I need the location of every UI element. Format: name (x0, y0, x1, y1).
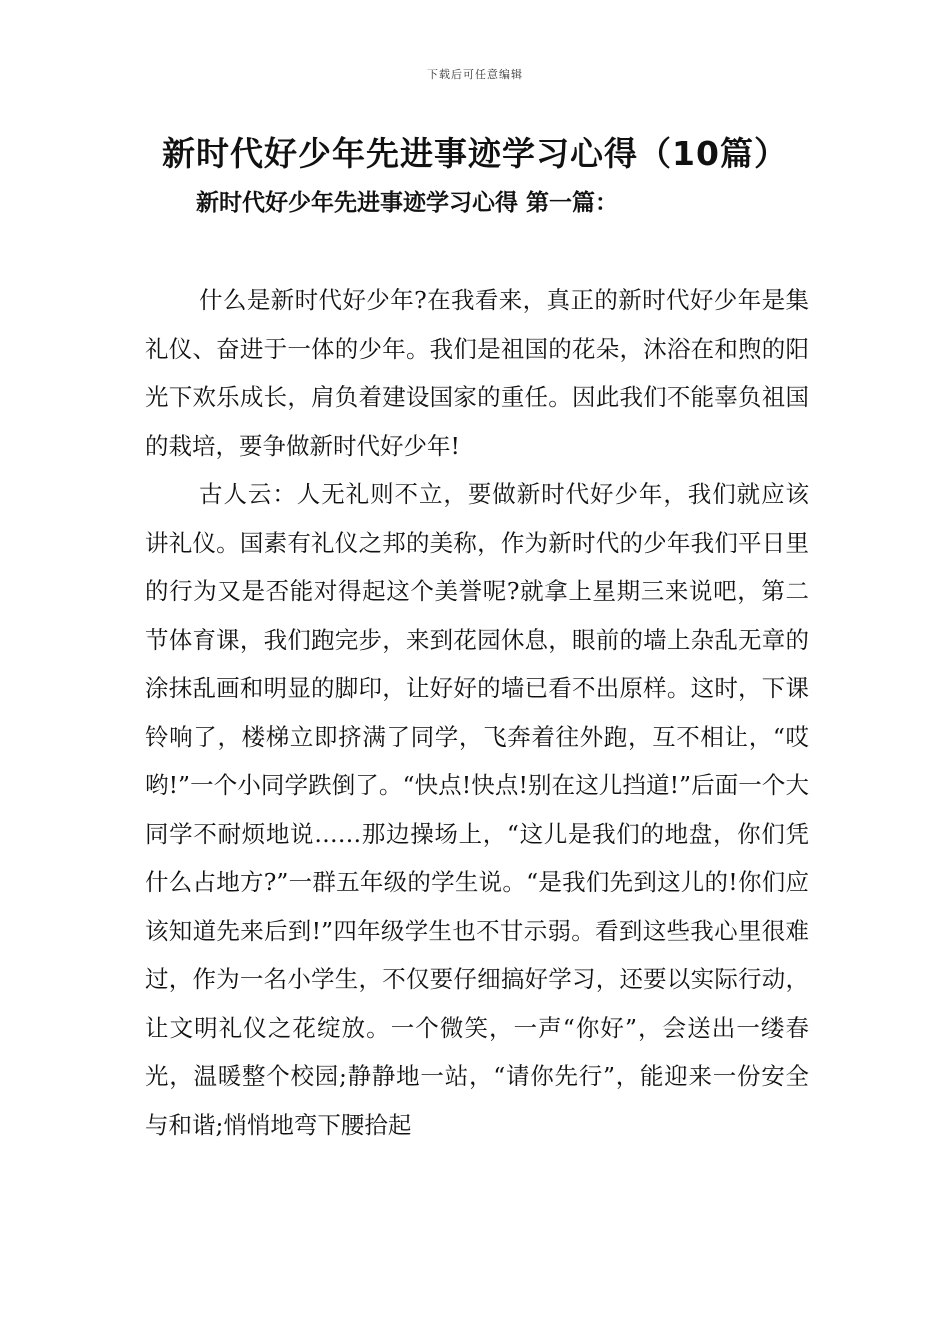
header-note: 下载后可任意编辑 (427, 68, 523, 81)
document-body (145, 276, 809, 1149)
section-heading: 新时代好少年先进事迹学习心得 第一篇： (196, 189, 619, 216)
paragraph: 古人云：人无礼则不立，要做新时代好少年，我们就应该讲礼仪。国素有礼仪之邦的美称，作为新时代的少年我们平日里的行为又是否能对得起这个美誉呢?就拿上星期三来说吧，第二节体育课，我们跑完步，来到花园休息，眼前的墙上杂乱无章的涂抹乱画和明显的脚印，让好好的墙已看不出原样。这时，下课铃响了，楼梯立即挤满了同学，飞奔着往外跑，互不相让，“哎哟!”一个小同学跌倒了。“快点!快点!别在这儿挡道!”后面一个大同学不耐烦地说……那边操场上，“这儿是我们的地盘，你们凭什么占地方?”一群五年级的学生说。“是我们先到这儿的!你们应该知道先来后到!”四年级学生也不甘示弱。看到这些我心里很难过，作为一名小学生，不仅要仔细搞好学习，还要以实际行动，让文明礼仪之花绽放。一个微笑，一声“你好”，会送出一缕春光，温暖整个校园;静静地一站，“请你先行”，能迎来一份安全与和谐;悄悄地弯下腰拾起 (145, 480, 809, 1139)
document-title: 新时代好少年先进事迹学习心得（10篇） (162, 134, 788, 173)
paragraph: 什么是新时代好少年?在我看来，真正的新时代好少年是集礼仪、奋进于一体的少年。我们是祖国的花朵，沐浴在和煦的阳光下欢乐成长，肩负着建设国家的重任。因此我们不能辜负祖国的栽培，要争做新时代好少年! (145, 286, 809, 460)
